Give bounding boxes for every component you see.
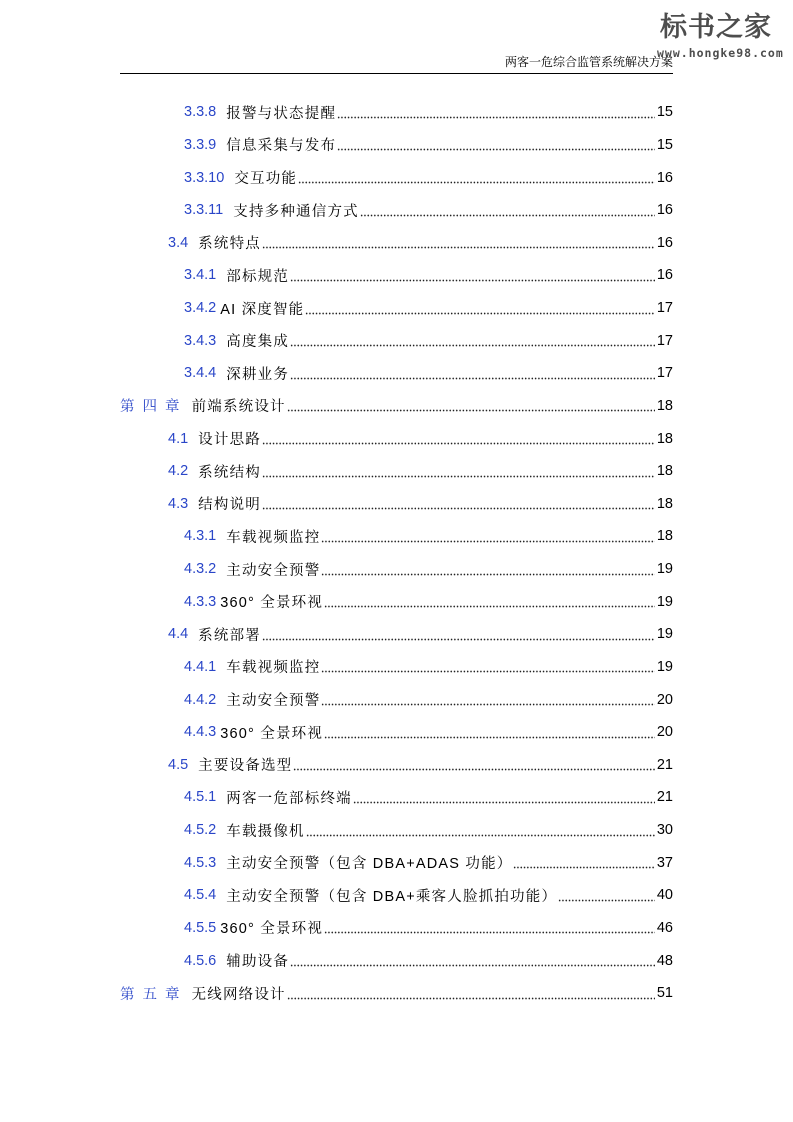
toc-subsection-entry[interactable] <box>120 357 673 390</box>
toc-entry-page: 16 <box>656 267 673 284</box>
toc-entry-page: 18 <box>656 528 673 545</box>
toc-entry-title: 车载视频监控 <box>226 660 321 677</box>
dot-leader <box>321 540 654 543</box>
dot-leader <box>287 997 655 1000</box>
toc-entry-number: 3.4.1 <box>184 267 217 284</box>
dot-leader <box>321 573 654 576</box>
toc-section-entry[interactable] <box>120 488 673 521</box>
toc-entry-page: 51 <box>656 985 673 1002</box>
toc-entry-number: 3.4 <box>168 234 189 251</box>
dot-leader <box>287 409 655 412</box>
toc-entry-title: 两客一危部标终端 <box>226 790 352 807</box>
toc-entry-number: 3.3.11 <box>184 202 224 219</box>
toc-entry-title: 部标规范 <box>226 268 290 285</box>
toc-entry-title: 系统特点 <box>198 236 261 253</box>
toc-subsection-entry[interactable] <box>120 585 673 618</box>
toc-entry-number: 3.4.3 <box>184 332 217 349</box>
toc-chapter-number: 第 四 章 <box>120 399 182 416</box>
toc-entry-page: 17 <box>656 332 673 349</box>
toc-subsection-entry[interactable] <box>120 716 673 749</box>
toc-entry-page: 15 <box>656 136 673 153</box>
toc-entry-page: 18 <box>656 495 673 512</box>
toc-entry-number: 3.3.9 <box>184 136 217 153</box>
dot-leader <box>321 703 654 706</box>
toc-entry-number: 4.3.1 <box>184 528 217 545</box>
toc-subsection-entry[interactable] <box>120 651 673 684</box>
dot-leader <box>262 638 655 641</box>
toc-entry-number: 4.5 <box>168 756 189 773</box>
site-logo-url: www.hongke98.com <box>657 46 784 60</box>
toc-entry-number: 3.3.10 <box>184 169 225 186</box>
toc-entry-number: 4.4.2 <box>184 691 217 708</box>
toc-entry-title: 结构说明 <box>198 497 261 514</box>
dot-leader <box>360 214 655 217</box>
toc-entry-page: 40 <box>656 887 673 904</box>
toc-entry-page: 19 <box>656 658 673 675</box>
toc-entry-title: 主动安全预警 <box>226 693 321 710</box>
toc-subsection-entry[interactable] <box>120 814 673 847</box>
toc-entry-number: 3.4.4 <box>184 365 217 382</box>
toc-entry-title: 系统部署 <box>198 627 261 644</box>
toc-entry-page: 48 <box>656 952 673 969</box>
dot-leader <box>262 442 655 445</box>
dot-leader <box>306 834 655 837</box>
toc-subsection-entry[interactable] <box>120 161 673 194</box>
dot-leader <box>290 279 655 282</box>
dot-leader <box>513 866 654 869</box>
toc-subsection-entry[interactable] <box>120 781 673 814</box>
toc-entry-number: 4.4.3 <box>184 724 217 741</box>
toc-entry-page: 46 <box>656 919 673 936</box>
toc-subsection-entry[interactable] <box>120 912 673 945</box>
toc-subsection-entry[interactable] <box>120 324 673 357</box>
dot-leader <box>321 670 654 673</box>
toc-entry-page: 21 <box>656 756 673 773</box>
toc-entry-title: 设计思路 <box>198 432 261 449</box>
toc-entry-page: 30 <box>656 822 673 839</box>
toc-entry-page: 19 <box>656 593 673 610</box>
toc-entry-title: 前端系统设计 <box>191 399 286 416</box>
table-of-contents <box>120 96 673 1010</box>
dot-leader <box>293 768 654 771</box>
toc-entry-number: 3.4.2 <box>184 300 217 317</box>
toc-subsection-entry[interactable] <box>120 879 673 912</box>
toc-entry-title: 高度集成 <box>226 334 290 351</box>
toc-subsection-entry[interactable] <box>120 259 673 292</box>
toc-entry-number: 4.5.6 <box>184 952 217 969</box>
toc-entry-page: 16 <box>656 169 673 186</box>
toc-entry-title: 辅助设备 <box>226 954 290 971</box>
toc-entry-title: 支持多种通信方式 <box>233 203 359 220</box>
toc-entry-page: 20 <box>656 724 673 741</box>
toc-entry-page: 20 <box>656 691 673 708</box>
toc-entry-page: 19 <box>656 626 673 643</box>
toc-subsection-entry[interactable] <box>120 944 673 977</box>
toc-entry-title: 主动安全预警（包含 DBA+乘客人脸抓拍功能） <box>226 888 558 905</box>
toc-entry-title: 交互功能 <box>234 171 298 188</box>
toc-entry-number: 4.5.2 <box>184 822 217 839</box>
dot-leader <box>337 148 655 151</box>
toc-section-entry[interactable] <box>120 618 673 651</box>
toc-entry-title: 报警与状态提醒 <box>226 105 337 122</box>
dot-leader <box>262 246 655 249</box>
toc-entry-title: 车载摄像机 <box>226 823 305 840</box>
toc-section-entry[interactable] <box>120 422 673 455</box>
toc-entry-page: 37 <box>656 854 673 871</box>
dot-leader <box>298 181 655 184</box>
toc-entry-number: 4.3 <box>168 495 189 512</box>
toc-section-entry[interactable] <box>120 749 673 782</box>
toc-entry-title: 主要设备选型 <box>198 758 293 775</box>
toc-entry-title: AI 深度智能 <box>220 301 305 318</box>
toc-entry-title: 系统结构 <box>198 464 261 481</box>
toc-entry-title: 信息采集与发布 <box>226 138 337 155</box>
dot-leader <box>324 736 655 739</box>
dot-leader <box>324 605 655 608</box>
dot-leader <box>558 899 655 902</box>
dot-leader <box>353 801 655 804</box>
dot-leader <box>324 931 655 934</box>
toc-entry-page: 15 <box>656 104 673 121</box>
toc-entry-page: 18 <box>656 430 673 447</box>
toc-entry-title: 360° 全景环视 <box>220 595 324 612</box>
toc-entry-title: 车载视频监控 <box>226 529 321 546</box>
toc-entry-title: 主动安全预警 <box>226 562 321 579</box>
toc-chapter-entry[interactable] <box>120 977 673 1010</box>
toc-subsection-entry[interactable] <box>120 96 673 129</box>
toc-entry-number: 4.5.3 <box>184 854 217 871</box>
toc-entry-page: 21 <box>656 789 673 806</box>
toc-entry-number: 4.2 <box>168 463 189 480</box>
toc-entry-number: 4.5.1 <box>184 789 217 806</box>
toc-entry-page: 17 <box>656 300 673 317</box>
toc-entry-number: 4.5.4 <box>184 887 217 904</box>
toc-section-entry[interactable] <box>120 455 673 488</box>
toc-entry-page: 16 <box>656 202 673 219</box>
toc-chapter-number: 第 五 章 <box>120 986 182 1003</box>
dot-leader <box>290 377 655 380</box>
toc-entry-number: 4.3.3 <box>184 593 217 610</box>
toc-entry-number: 4.1 <box>168 430 189 447</box>
dot-leader <box>290 964 655 967</box>
toc-entry-number: 3.3.8 <box>184 104 217 121</box>
toc-subsection-entry[interactable] <box>120 846 673 879</box>
toc-entry-number: 4.3.2 <box>184 561 217 578</box>
dot-leader <box>262 507 655 510</box>
dot-leader <box>337 116 655 119</box>
toc-entry-page: 18 <box>656 463 673 480</box>
site-logo-title: 标书之家 <box>660 12 772 43</box>
toc-entry-title: 主动安全预警（包含 DBA+ADAS 功能） <box>226 856 513 873</box>
toc-entry-title: 360° 全景环视 <box>220 725 324 742</box>
toc-subsection-entry[interactable] <box>120 683 673 716</box>
toc-entry-title: 无线网络设计 <box>191 986 286 1003</box>
running-header-title: 两客一危综合监管系统解决方案 <box>504 55 673 69</box>
toc-subsection-entry[interactable] <box>120 553 673 586</box>
toc-entry-number: 4.4 <box>168 626 189 643</box>
toc-entry-number: 4.5.5 <box>184 919 217 936</box>
toc-entry-title: 360° 全景环视 <box>220 921 324 938</box>
toc-subsection-entry[interactable] <box>120 520 673 553</box>
toc-section-entry[interactable] <box>120 227 673 260</box>
dot-leader <box>262 475 655 478</box>
header-rule <box>120 73 673 74</box>
toc-entry-title: 深耕业务 <box>226 366 290 383</box>
dot-leader <box>305 312 654 315</box>
toc-subsection-entry[interactable] <box>120 194 673 227</box>
toc-chapter-entry[interactable] <box>120 390 673 423</box>
toc-subsection-entry[interactable] <box>120 129 673 162</box>
toc-entry-page: 17 <box>656 365 673 382</box>
toc-entry-number: 4.4.1 <box>184 658 217 675</box>
toc-entry-page: 18 <box>656 397 673 414</box>
toc-entry-page: 19 <box>656 561 673 578</box>
toc-subsection-entry[interactable] <box>120 292 673 325</box>
toc-entry-page: 16 <box>656 234 673 251</box>
dot-leader <box>290 344 655 347</box>
